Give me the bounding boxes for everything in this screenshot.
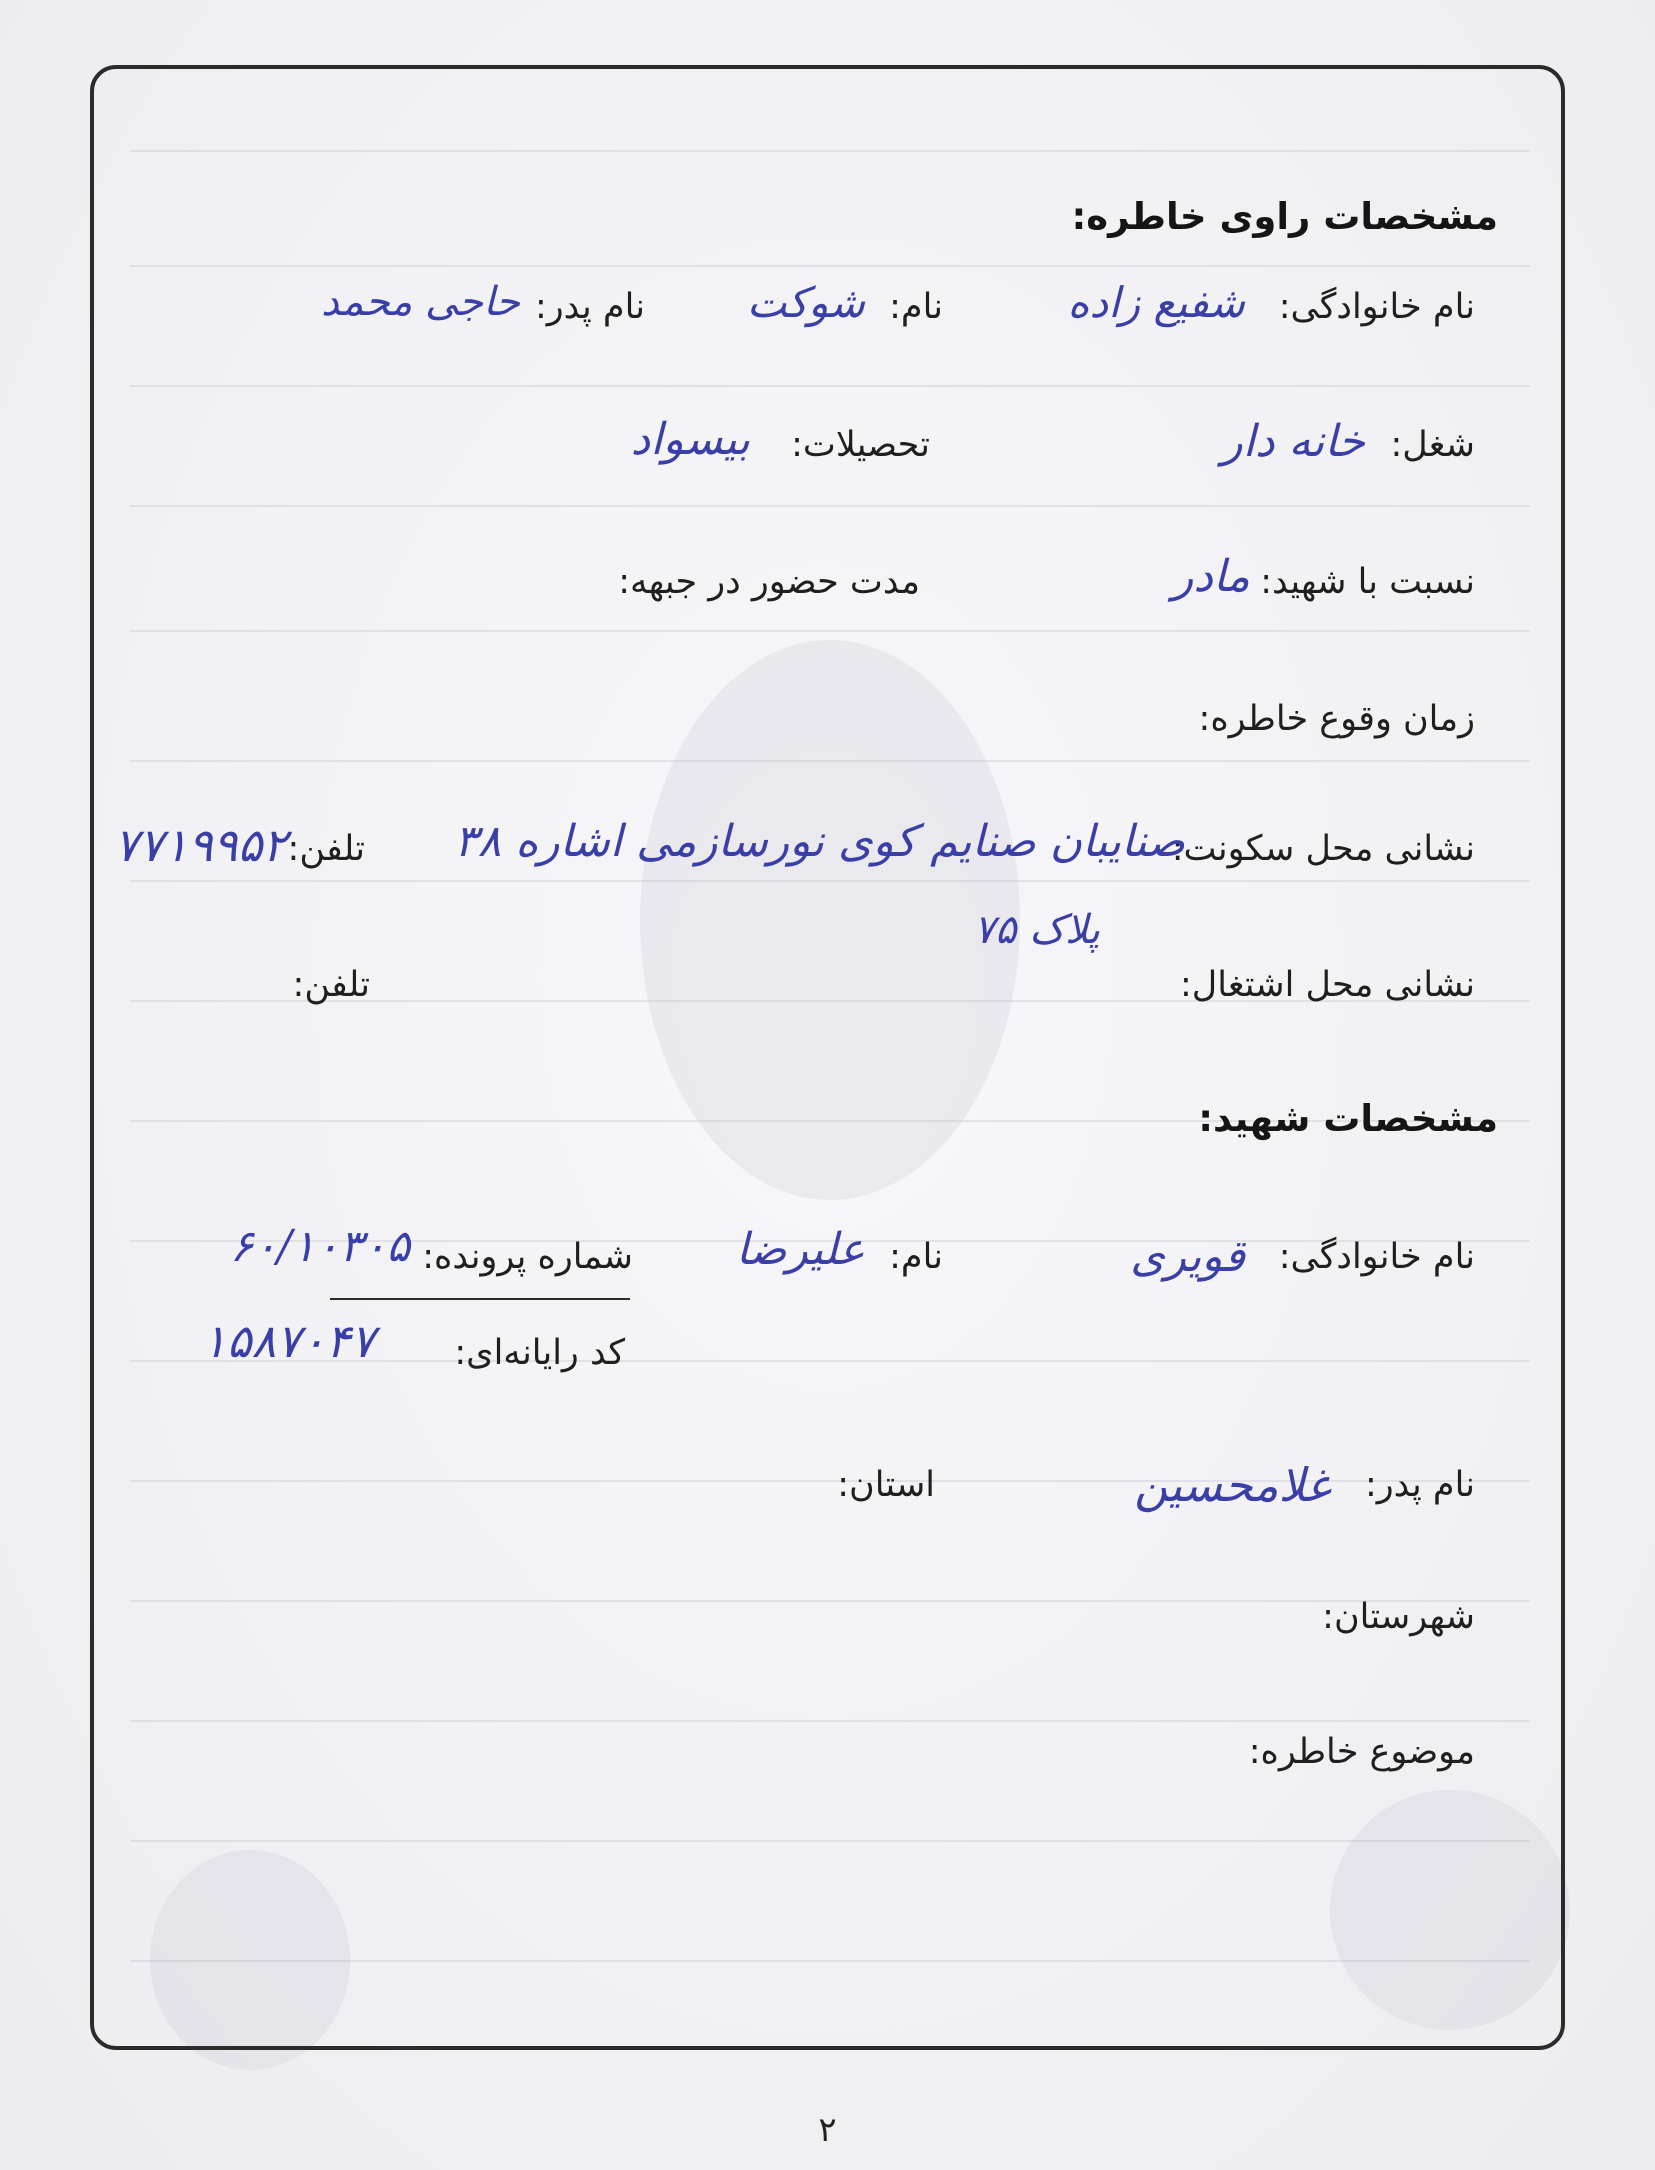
narrator-family-name-value: شفیع زاده (1067, 278, 1245, 327)
residence-address-value-line2: پلاک ۷۵ (973, 907, 1100, 953)
job-value: خانه دار (1221, 416, 1365, 467)
file-number-label: شماره پرونده: (422, 1237, 633, 1277)
front-duration-label: مدت حضور در جبهه: (618, 562, 920, 602)
file-number-value: ۶۰/۱۰۳۰۵ (229, 1221, 410, 1272)
narrator-first-name-label: نام: (889, 287, 943, 327)
education-label: تحصیلات: (791, 425, 930, 465)
residence-phone-value: ۷۷۱۹۹۵۲ (114, 818, 287, 872)
computer-code-value: ۱۵۸۷۰۴۷ (202, 1314, 375, 1368)
page-number: ۲ (818, 2110, 837, 2150)
narrator-family-name-label: نام خانوادگی: (1278, 287, 1475, 327)
work-address-label: نشانی محل اشتغال: (1179, 965, 1475, 1005)
martyr-family-name-value: قویری (1130, 1231, 1245, 1282)
memory-time-label: زمان وقوع خاطره: (1198, 699, 1475, 739)
education-value: بیسواد (630, 414, 750, 465)
martyr-heading: مشخصات شهید: (1198, 1097, 1498, 1140)
residence-address-label: نشانی محل سکونت: (1171, 829, 1475, 869)
memory-topic-label: موضوع خاطره: (1248, 1732, 1475, 1772)
county-label: شهرستان: (1322, 1597, 1475, 1637)
residence-address-value: صنایبان صنایم کوی نورسازمی اشاره ۳۸ (454, 816, 1185, 867)
job-label: شغل: (1390, 425, 1475, 465)
work-phone-label: تلفن: (292, 965, 370, 1005)
file-number-underline (330, 1298, 630, 1300)
relation-label: نسبت با شهید: (1260, 562, 1475, 602)
martyr-father-name-value: غلامحسین (1134, 1458, 1330, 1512)
martyr-father-name-label: نام پدر: (1364, 1465, 1475, 1505)
computer-code-label: کد رایانه‌ای: (454, 1333, 625, 1373)
residence-phone-label: تلفن: (287, 829, 365, 869)
martyr-first-name-label: نام: (889, 1237, 943, 1277)
narrator-father-name-label: نام پدر: (534, 287, 645, 327)
martyr-family-name-label: نام خانوادگی: (1278, 1237, 1475, 1277)
narrator-first-name-value: شوکت (746, 278, 865, 327)
province-label: استان: (837, 1465, 935, 1505)
narrator-father-name-value: حاجی محمد (320, 279, 520, 325)
narrator-heading: مشخصات راوی خاطره: (1071, 195, 1498, 238)
martyr-first-name-value: علیرضا (735, 1224, 865, 1275)
relation-value: مادر (1172, 551, 1250, 602)
